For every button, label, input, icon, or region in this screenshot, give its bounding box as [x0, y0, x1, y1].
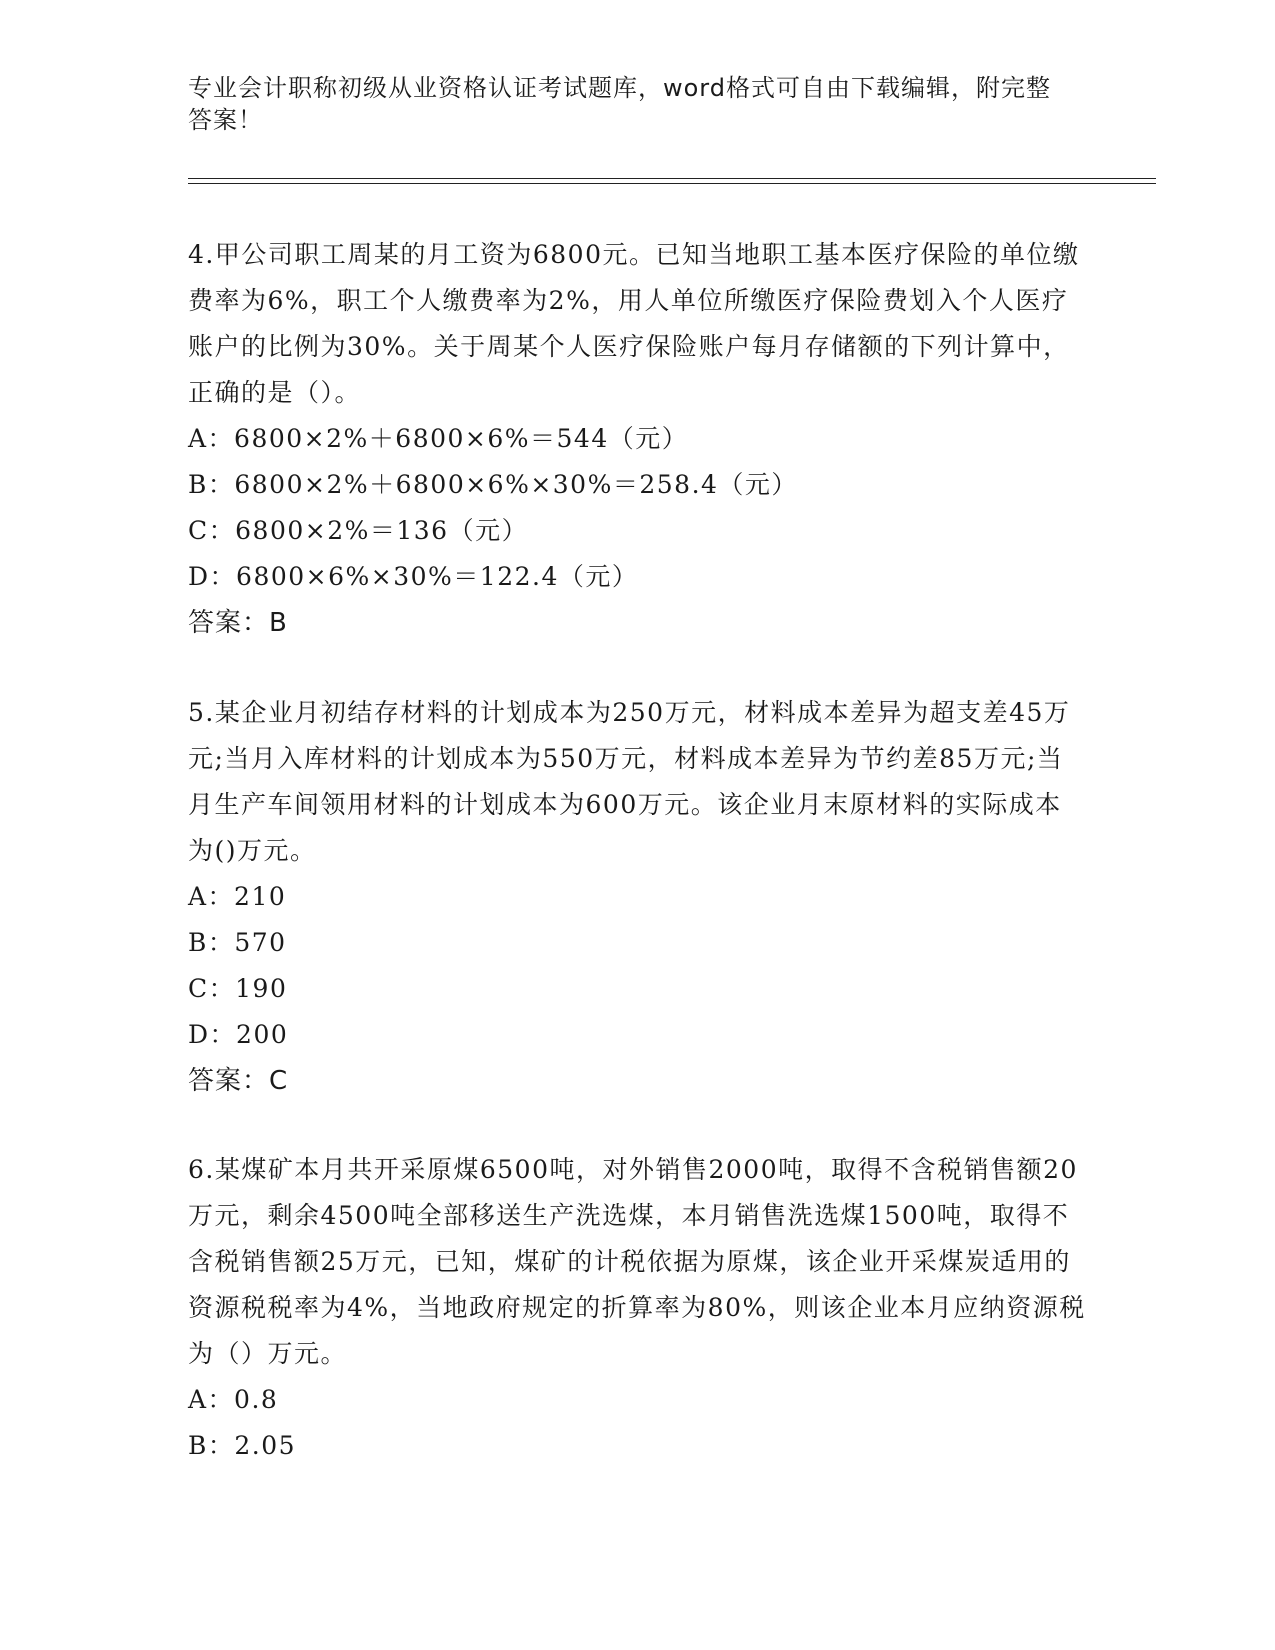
option-a: A：6800×2%＋6800×6%＝544（元） — [188, 424, 689, 453]
question-stem: 5.某企业月初结存材料的计划成本为250万元，材料成本差异为超支差45万元;当月入库材料的计划成本为550万元，材料成本差异为节约差85万元;当月生产车间领用材料的计划成本为600万元。该企业月末原材料的实际成本为()万元。 — [188, 698, 1071, 865]
document-header: 专业会计职称初级从业资格认证考试题库，word格式可自由下载编辑，附完整答案！ — [188, 74, 1051, 134]
option-a: A：0.8 — [188, 1385, 279, 1414]
question-stem: 6.某煤矿本月共开采原煤6500吨，对外销售2000吨，取得不含税销售额20万元，剩余4500吨全部移送生产洗选煤，本月销售洗选煤1500吨，取得不含税销售额25万元，已知，煤矿的计税依据为原煤，该企业开采煤炭适用的资源税税率为4%，当地政府规定的折算率为80%，则该企业本月应纳资源税为（）万元。 — [188, 1155, 1086, 1368]
question-4 — [188, 232, 1088, 646]
option-a: A：210 — [188, 882, 287, 911]
option-d: D：200 — [188, 1020, 289, 1049]
question-5 — [188, 690, 1088, 1104]
question-stem: 4.甲公司职工周某的月工资为6800元。已知当地职工基本医疗保险的单位缴费率为6%，职工个人缴费率为2%，用人单位所缴医疗保险费划入个人医疗账户的比例为30%。关于周某个人医疗保险账户每月存储额的下列计算中，正确的是（）。 — [188, 240, 1080, 407]
answer-label: 答案：C — [188, 1066, 289, 1096]
option-b: B：2.05 — [188, 1431, 297, 1460]
option-c: C：6800×2%＝136（元） — [188, 516, 529, 545]
answer-label: 答案：B — [188, 608, 288, 638]
option-b: B：570 — [188, 928, 287, 957]
question-6 — [188, 1147, 1088, 1469]
header-divider-bottom — [188, 183, 1156, 184]
option-b: B：6800×2%＋6800×6%×30%＝258.4（元） — [188, 470, 798, 499]
header-divider-top — [188, 178, 1156, 179]
option-d: D：6800×6%×30%＝122.4（元） — [188, 562, 639, 591]
option-c: C：190 — [188, 974, 288, 1003]
